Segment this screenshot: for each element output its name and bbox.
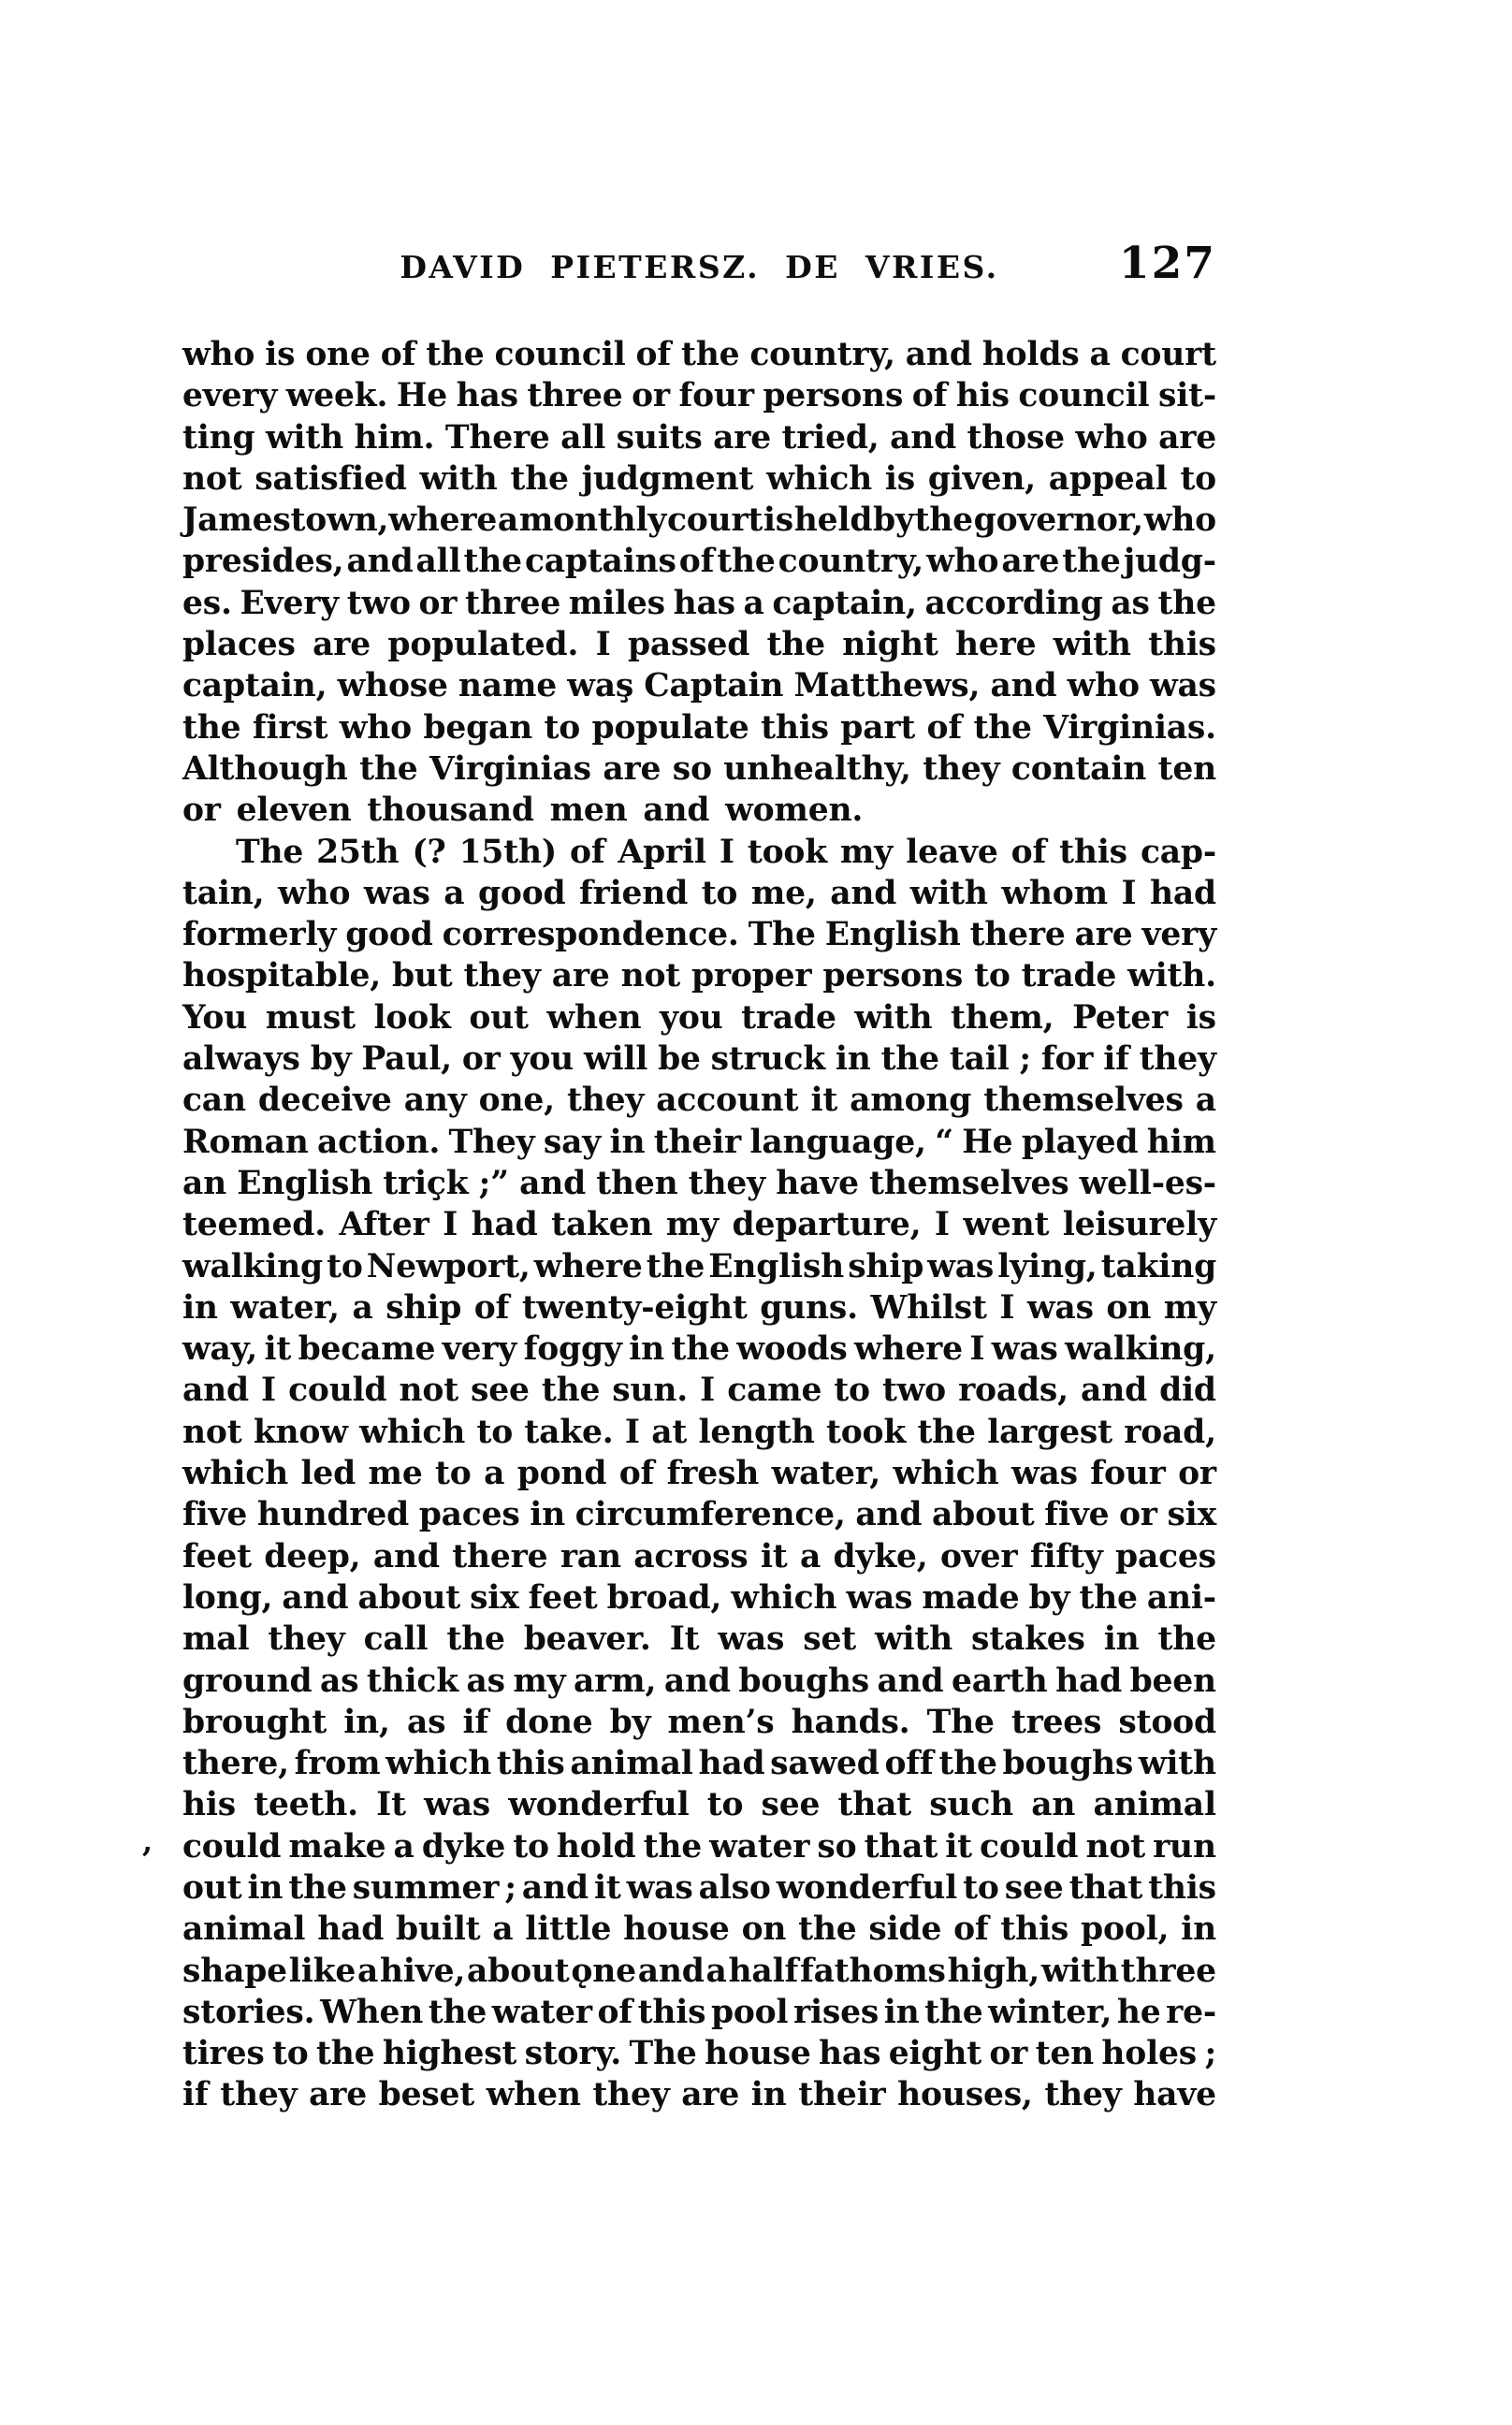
text-line: five hundred paces in circumference, and about five or six [182,1496,1216,1534]
page-number: 127 [1118,238,1216,289]
text-line: formerly good correspondence. The English there are very [182,916,1216,954]
text-line: Although the Virginias are so unhealthy, they contain ten [182,749,1216,788]
text-line: every week. He has three or four persons of his council sit- [182,377,1216,415]
text-line: out in the summer ; and it was also wonderful to see that this [182,1868,1216,1907]
text-line: You must look out when you trade with them, Peter is [182,998,1216,1037]
text-line: animal had built a little house on the side of this pool, in [182,1910,1216,1949]
text-line: captain, whose name waş Captain Matthews, and who was [182,667,1216,705]
margin-mark: , [142,1823,153,1859]
text-line: the first who began to populate this part of the Virginias. [182,708,1216,747]
text-line: could make a dyke to hold the water so that it could not run [182,1827,1216,1866]
text-line: walking to Newport, where the English ship was lying, taking [182,1247,1216,1285]
text-line: not know which to take. I at length took the largest road, [182,1413,1216,1451]
text-line: presides, and all the captains of the country, who are the judg- [182,543,1216,581]
text-line: if they are beset when they are in their houses, they have [182,2076,1216,2114]
text-line: always by Paul, or you will be struck in the tail ; for if they [182,1040,1216,1079]
text-line: who is one of the council of the country, and holds a court [182,336,1216,373]
paragraph [182,832,1216,2116]
text-line: ground as thick as my arm, and boughs and earth had been [182,1662,1216,1700]
text-line: can deceive any one, they account it among themselves a [182,1082,1216,1120]
text-line: mal they call the beaver. It was set with stakes in the [182,1620,1216,1659]
text-line: es. Every two or three miles has a captain, according as the [182,584,1216,622]
text-line: in water, a ship of twenty-eight guns. Whilst I was on my [182,1288,1216,1327]
paragraph [182,334,1216,832]
text-line: which led me to a pond of fresh water, which was four or [182,1455,1216,1493]
text-line: an English triçk ;” and then they have themselves well-es- [182,1164,1216,1202]
text-line: ting with him. There all suits are tried, and those who are [182,418,1216,457]
text-line: shape like a hive, about ǫne and a half fathoms high, with three [182,1952,1216,1990]
text-line: not satisfied with the judgment which is given, appeal to [182,459,1216,498]
text-line: tain, who was a good friend to me, and with whom I had [182,874,1216,912]
text-line: brought in, as if done by men’s hands. The trees stood [182,1703,1216,1741]
text-line: long, and about six feet broad, which was made by the ani- [182,1578,1216,1617]
text-line: his teeth. It was wonderful to see that such an animal [182,1786,1216,1824]
page-title: DAVID PIETERSZ. DE VRIES. [400,249,999,285]
text-line: and I could not see the sun. I came to two roads, and did [182,1372,1216,1410]
text-line: places are populated. I passed the night here with this [182,626,1216,664]
text-line: Roman action. They say in their language, “ He played him [182,1123,1216,1161]
text-line: or eleven thousand men and women. [182,791,864,830]
text-line: feet deep, and there ran across it a dyke, over fifty paces [182,1537,1216,1576]
page-body [182,334,1216,2116]
text-line: teemed. After I had taken my departure, I went leisurely [182,1206,1216,1244]
running-head [182,240,1216,299]
text-line: tires to the highest story. The house has eight or ten holes ; [182,2035,1216,2073]
text-line: Jamestown,where a monthly court is held by the governor, who [182,501,1216,540]
text-line: stories. When the water of this pool rises in the winter, he re- [182,1993,1216,2031]
text-line: hospitable, but they are not proper persons to trade with. [182,957,1216,995]
text-line: way, it became very foggy in the woods where I was walking, [182,1330,1216,1369]
text-line: there, from which this animal had sawed off the boughs with [182,1745,1216,1783]
text-line: The 25th (? 15th) of April I took my leave of this cap- [236,833,1216,871]
